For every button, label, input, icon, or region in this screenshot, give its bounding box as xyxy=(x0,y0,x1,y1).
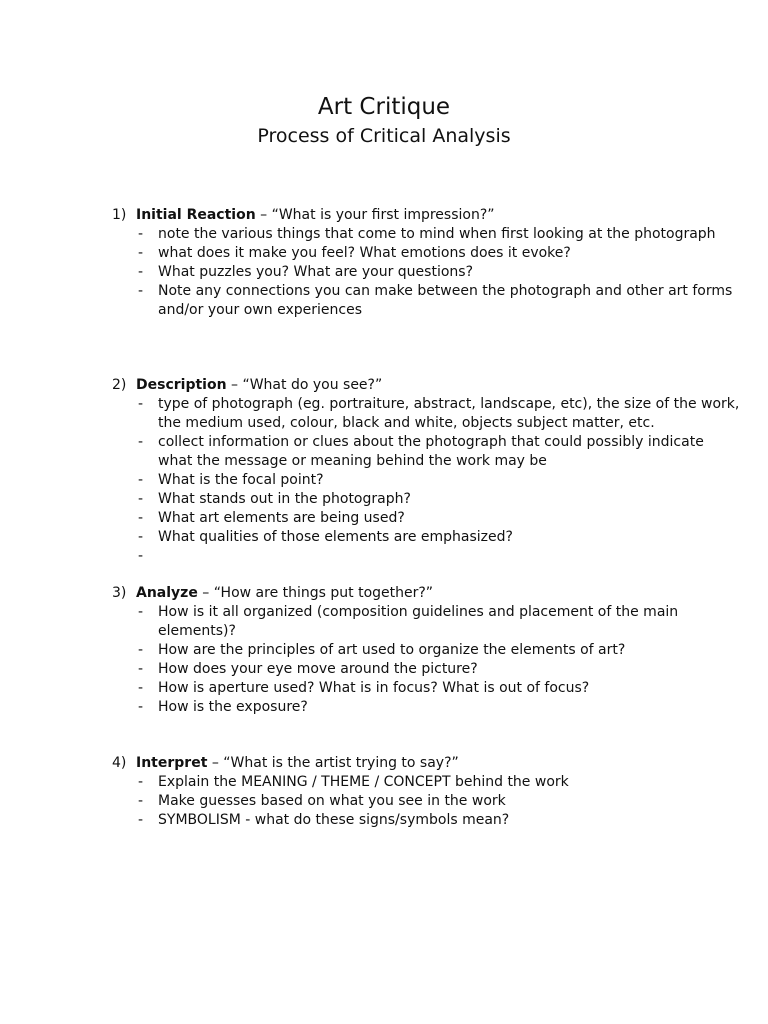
section-prompt: – “What do you see?” xyxy=(226,377,383,393)
section-number: 4) xyxy=(112,755,127,771)
list-item xyxy=(112,811,742,830)
list-item-empty xyxy=(112,547,742,566)
dash-bullet: - xyxy=(138,548,144,564)
bullet-list xyxy=(112,225,742,320)
list-item-text: What art elements are being used? xyxy=(158,510,405,526)
list-item-text: collect information or clues about the photograph that could possibly indicate what the message or meaning behind the work may be xyxy=(158,434,704,469)
list-item-text: note the various things that come to mind when first looking at the photograph xyxy=(158,226,716,242)
section-title: Interpret xyxy=(136,755,208,771)
list-item-text: How is aperture used? What is in focus? What is out of focus? xyxy=(158,680,590,696)
dash-bullet: - xyxy=(138,226,144,242)
dash-bullet: - xyxy=(138,642,144,658)
list-item-text: what does it make you feel? What emotions does it evoke? xyxy=(158,245,571,261)
list-item xyxy=(112,490,742,509)
section-analyze xyxy=(112,584,742,717)
list-item-text: Explain the MEANING / THEME / CONCEPT behind the work xyxy=(158,774,569,790)
bullet-list xyxy=(112,603,742,717)
dash-bullet: - xyxy=(138,510,144,526)
section-heading xyxy=(112,206,742,225)
section-number: 3) xyxy=(112,585,127,601)
page-title: Art Critique xyxy=(317,94,451,120)
list-item xyxy=(112,433,742,471)
dash-bullet: - xyxy=(138,529,144,545)
list-item-text: How is it all organized (composition guidelines and placement of the main elements)? xyxy=(158,604,679,639)
list-item xyxy=(112,528,742,547)
section-prompt: – “What is the artist trying to say?” xyxy=(207,755,459,771)
dash-bullet: - xyxy=(138,434,144,450)
list-item xyxy=(112,395,742,433)
section-heading xyxy=(112,754,742,773)
section-title: Initial Reaction xyxy=(136,207,256,223)
dash-bullet: - xyxy=(138,396,144,412)
dash-bullet: - xyxy=(138,680,144,696)
section-title: Description xyxy=(136,377,227,393)
section-description xyxy=(112,376,742,566)
dash-bullet: - xyxy=(138,661,144,677)
list-item xyxy=(112,660,742,679)
dash-bullet: - xyxy=(138,245,144,261)
section-heading xyxy=(112,376,742,395)
section-title: Analyze xyxy=(136,585,198,601)
bullet-list xyxy=(112,395,742,566)
section-number: 2) xyxy=(112,377,127,393)
list-item-text: How does your eye move around the picture? xyxy=(158,661,478,677)
list-item xyxy=(112,282,742,320)
bullet-list xyxy=(112,773,742,830)
list-item xyxy=(112,792,742,811)
list-item xyxy=(112,225,742,244)
list-item xyxy=(112,263,742,282)
list-item-text: How are the principles of art used to organize the elements of art? xyxy=(158,642,626,658)
dash-bullet: - xyxy=(138,264,144,280)
dash-bullet: - xyxy=(138,774,144,790)
section-interpret xyxy=(112,754,742,830)
list-item-text: type of photograph (eg. portraiture, abstract, landscape, etc), the size of the work, the medium used, colour, black and white, objects subject matter, etc. xyxy=(158,396,740,431)
dash-bullet: - xyxy=(138,812,144,828)
list-item-text: Make guesses based on what you see in the work xyxy=(158,793,506,809)
list-item-text: What qualities of those elements are emphasized? xyxy=(158,529,513,545)
list-item-text: How is the exposure? xyxy=(158,699,308,715)
page-subtitle: Process of Critical Analysis xyxy=(257,125,511,147)
list-item-text: Note any connections you can make between the photograph and other art forms and/or your own experiences xyxy=(158,283,733,318)
list-item xyxy=(112,773,742,792)
list-item xyxy=(112,471,742,490)
dash-bullet: - xyxy=(138,604,144,620)
section-number: 1) xyxy=(112,207,127,223)
dash-bullet: - xyxy=(138,472,144,488)
section-initial-reaction xyxy=(112,206,742,320)
list-item xyxy=(112,698,742,717)
section-heading xyxy=(112,584,742,603)
list-item xyxy=(112,641,742,660)
list-item-text: SYMBOLISM - what do these signs/symbols mean? xyxy=(158,812,510,828)
list-item-text: What puzzles you? What are your questions? xyxy=(158,264,474,280)
list-item-text: What is the focal point? xyxy=(158,472,324,488)
list-item xyxy=(112,679,742,698)
dash-bullet: - xyxy=(138,491,144,507)
dash-bullet: - xyxy=(138,793,144,809)
list-item xyxy=(112,603,742,641)
dash-bullet: - xyxy=(138,699,144,715)
list-item xyxy=(112,509,742,528)
section-prompt: – “How are things put together?” xyxy=(197,585,434,601)
list-item-text: What stands out in the photograph? xyxy=(158,491,411,507)
section-prompt: – “What is your first impression?” xyxy=(255,207,495,223)
dash-bullet: - xyxy=(138,283,144,299)
list-item xyxy=(112,244,742,263)
